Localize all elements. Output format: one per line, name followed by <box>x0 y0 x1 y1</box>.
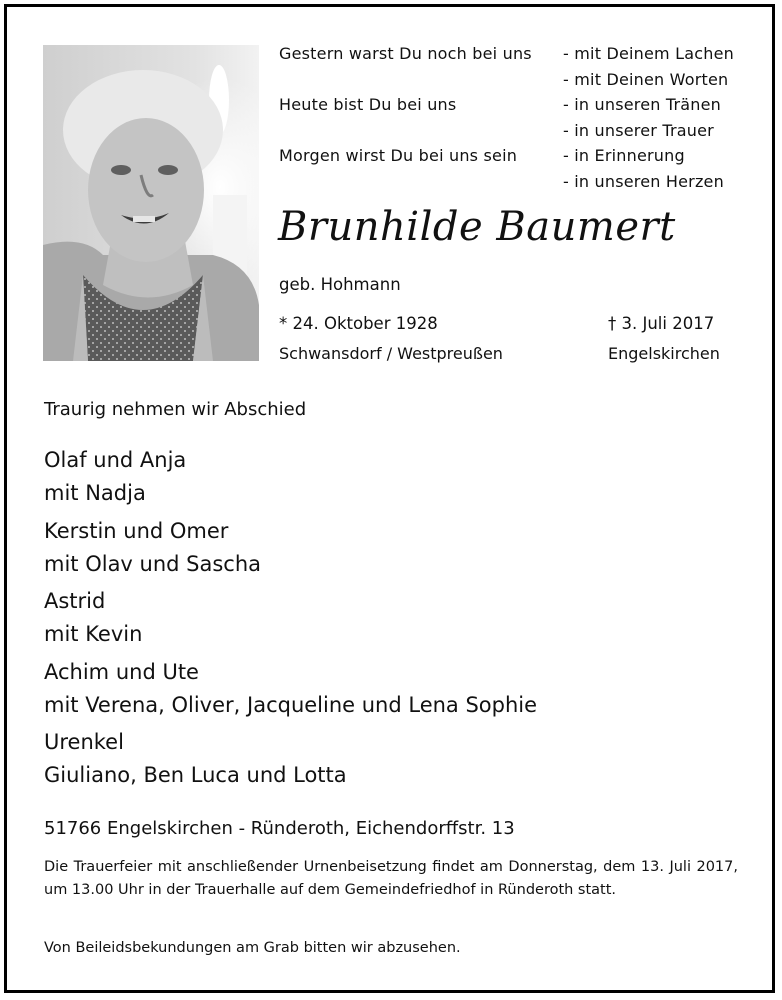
mourner-group <box>44 656 537 722</box>
mourner-line: Giuliano, Ben Luca und Lotta <box>44 763 347 787</box>
poem-line-left: Gestern warst Du noch bei uns <box>279 44 532 63</box>
mourner-line: mit Kevin <box>44 622 143 646</box>
poem-line <box>279 67 749 93</box>
poem-line-left <box>279 169 563 195</box>
mourner-group <box>44 444 537 510</box>
mourner-line: Urenkel <box>44 730 124 754</box>
poem-line-right: - mit Deinem Lachen <box>563 44 734 63</box>
mourner-line: Astrid <box>44 589 106 613</box>
poem-line <box>279 143 749 169</box>
poem-line <box>279 118 749 144</box>
deceased-name: Brunhilde Baumert <box>278 204 676 250</box>
poem-line-right: - in unseren Herzen <box>563 171 724 191</box>
family-address: 51766 Engelskirchen - Ründeroth, Eichendorffstr. 13 <box>44 818 515 839</box>
mourners-list <box>44 444 537 797</box>
mourner-line: mit Nadja <box>44 481 146 505</box>
poem-line-right: - in Erinnerung <box>563 146 685 166</box>
poem-line <box>279 92 749 118</box>
mourner-line: mit Verena, Oliver, Jacqueline und Lena Sophie <box>44 692 538 717</box>
mourner-group <box>44 585 537 651</box>
death-date: † 3. Juli 2017 <box>608 314 715 333</box>
poem-line-left <box>279 118 563 144</box>
portrait-image <box>43 45 259 361</box>
mourner-group <box>44 726 537 792</box>
poem-line-right: - in unseren Tränen <box>563 95 722 115</box>
birth-date: * 24. Oktober 1928 <box>279 314 438 333</box>
poem-line <box>279 41 749 67</box>
poem <box>279 41 749 195</box>
mourner-line: Olaf und Anja <box>44 448 187 472</box>
condolence-note: Von Beileidsbekundungen am Grab bitten wir abzusehen. <box>44 940 461 956</box>
birth-place: Schwansdorf / Westpreußen <box>279 344 503 363</box>
poem-line <box>279 169 749 195</box>
birth-name: geb. Hohmann <box>279 275 401 294</box>
poem-line-left: Morgen wirst Du bei uns sein <box>279 146 518 166</box>
poem-line-left: Heute bist Du bei uns <box>279 95 457 115</box>
farewell-intro: Traurig nehmen wir Abschied <box>44 399 307 420</box>
mourner-line: Kerstin und Omer <box>44 518 229 543</box>
poem-line-right: - mit Deinen Worten <box>563 69 729 89</box>
ceremony-notice: Die Trauerfeier mit anschließender Urnenbeisetzung findet am Donnerstag, dem 13. Juli 2017, um 13.00 Uhr in der Trauerhalle auf dem Gemeindefriedhof in Ründeroth statt. <box>44 859 738 898</box>
poem-line-right: - in unserer Trauer <box>563 120 714 140</box>
portrait-photo <box>43 45 259 361</box>
mourner-line: mit Olav und Sascha <box>44 551 262 576</box>
poem-line-left <box>279 67 563 93</box>
mourner-line: Achim und Ute <box>44 659 199 684</box>
death-place: Engelskirchen <box>608 344 720 363</box>
mourner-group <box>44 515 537 581</box>
